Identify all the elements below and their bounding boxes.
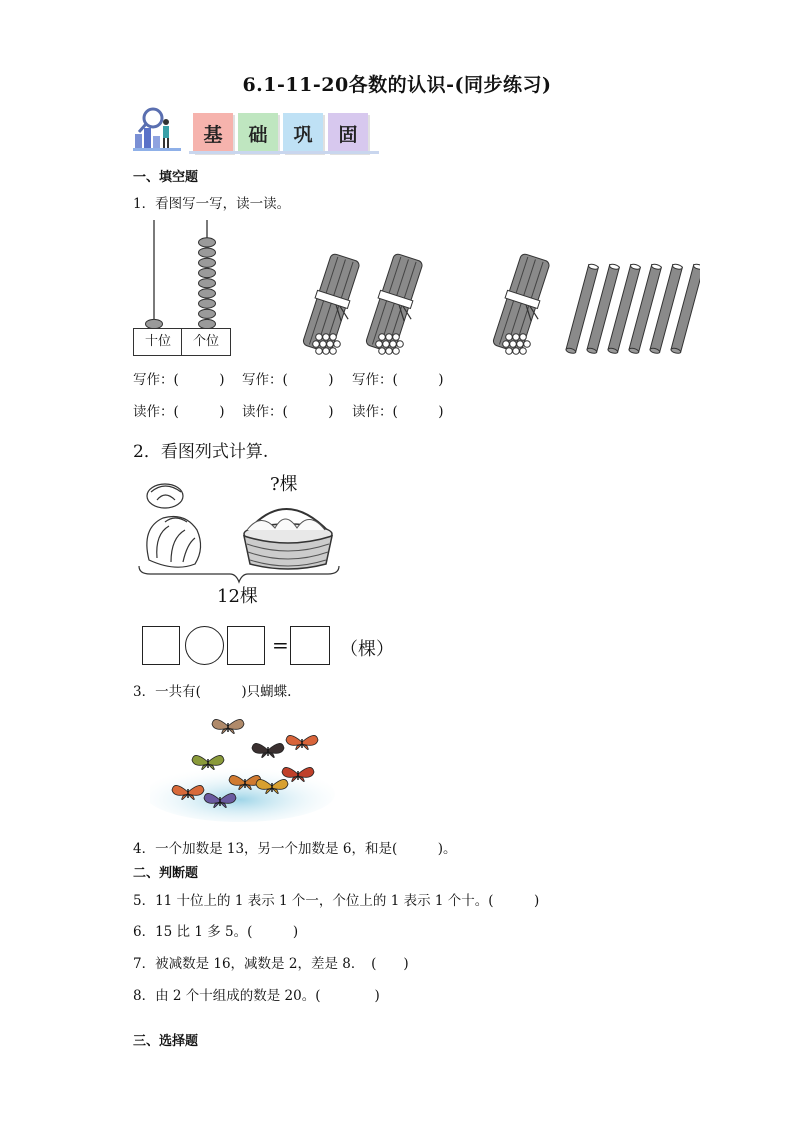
total-brace <box>138 564 340 584</box>
unknown-count-label: ?棵 <box>270 474 298 495</box>
read-answer-3[interactable]: 读作：( ) <box>352 404 444 420</box>
judge-item-6: 6．15 比 1 多 5。( ) <box>133 924 299 940</box>
butterflies-illustration <box>150 712 340 822</box>
equation-result-box[interactable] <box>290 626 330 665</box>
banner-char: 础 <box>248 123 268 146</box>
section-heading-fill: 一、填空题 <box>133 170 199 185</box>
banner-tile-2 <box>238 113 278 153</box>
cabbage-small-icon <box>147 484 183 508</box>
judge-item-8: 8．由 2 个十组成的数是 20。( ) <box>133 988 380 1004</box>
bundle-2 <box>490 252 556 355</box>
abacus-bead <box>199 289 216 298</box>
equation-box-2[interactable] <box>227 626 265 665</box>
question-1: 1．看图写一写，读一读。 <box>133 196 291 212</box>
basket-icon <box>244 509 332 569</box>
equation-box-1[interactable] <box>142 626 180 665</box>
abacus-bead <box>199 258 216 267</box>
magnifier-person-icon <box>133 106 183 154</box>
abacus-bead <box>199 268 216 277</box>
bundle-1-a <box>300 252 366 355</box>
abacus-bead <box>199 238 216 247</box>
ones-place-label: 个位 <box>192 334 219 349</box>
operator-circle[interactable] <box>185 626 224 665</box>
question-4: 4．一个加数是 13，另一个加数是 6，和是( )。 <box>133 841 457 857</box>
section-heading-choice: 三、选择题 <box>133 1034 199 1049</box>
abacus-rods <box>133 218 233 330</box>
unit-label: （棵） <box>340 639 394 660</box>
banner-char: 巩 <box>293 123 313 146</box>
question-2: 2．看图列式计算. <box>133 442 269 462</box>
cabbage-large-icon <box>147 517 201 568</box>
section-heading-judge: 二、判断题 <box>133 866 199 881</box>
butterfly-icon <box>212 719 244 733</box>
abacus-bead <box>199 279 216 288</box>
page-title: 6.1-11-20各数的认识-(同步练习) <box>242 74 552 96</box>
write-answer-2[interactable]: 写作：( ) <box>242 372 334 388</box>
abacus-bead <box>199 248 216 257</box>
read-answer-1[interactable]: 读作：( ) <box>133 404 225 420</box>
section-banner <box>133 106 383 154</box>
write-answer-3[interactable]: 写作：( ) <box>352 372 444 388</box>
banner-char: 固 <box>338 123 358 146</box>
judge-item-7: 7．被减数是 16，减数是 2，差是 8． ( ) <box>133 956 409 972</box>
abacus-bead <box>199 299 216 308</box>
butterfly-icon <box>286 735 318 749</box>
banner-underline <box>189 151 379 154</box>
banner-tile-3 <box>283 113 323 153</box>
banner-tile-4 <box>328 113 368 153</box>
write-answer-1[interactable]: 写作：( ) <box>133 372 225 388</box>
butterfly-icon <box>252 743 284 757</box>
abacus-bead <box>199 309 216 318</box>
abacus <box>133 218 233 356</box>
read-answer-2[interactable]: 读作：( ) <box>242 404 334 420</box>
total-count-label: 12棵 <box>217 586 258 607</box>
tens-place-cell <box>133 328 183 356</box>
judge-item-5: 5．11 十位上的 1 表示 1 个一，个位上的 1 表示 1 个十。( ) <box>133 893 540 909</box>
stick-bundles-illustration <box>290 250 700 360</box>
question-3: 3．一共有( )只蝴蝶. <box>133 684 292 700</box>
ones-place-cell <box>181 328 231 356</box>
bundle-1-b <box>363 252 429 355</box>
banner-char: 基 <box>203 123 223 146</box>
tens-place-label: 十位 <box>144 334 171 349</box>
equals-sign: = <box>272 633 289 657</box>
banner-tile-1 <box>193 113 233 153</box>
